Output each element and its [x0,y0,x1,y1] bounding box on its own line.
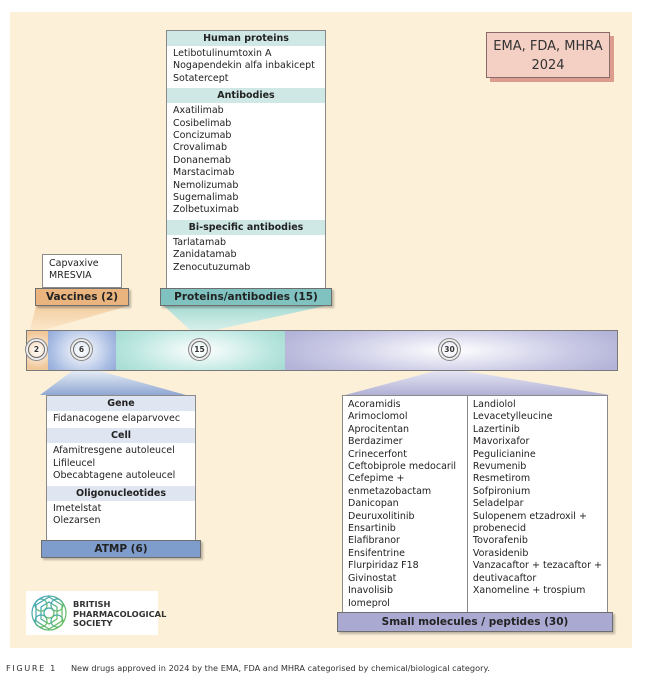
logo-line-2: PHARMACOLOGICAL [73,608,167,619]
list-item: probenecid [472,523,527,535]
list-item: Danicopan [348,498,399,510]
small-molecules-connector [345,371,610,395]
oligonucleotides-list [47,501,195,531]
list-item: Givinostat [348,572,397,584]
small-molecules-col-2 [468,396,607,612]
timeline-segment-proteins [116,331,285,370]
timeline-bar [26,330,618,371]
list-item: Letibotulinumtoxin A [173,48,272,59]
list-item: Imetelstat [53,502,102,514]
list-item: Axatilimab [173,105,224,117]
list-item: Sulopenem etzadroxil + [472,510,587,522]
human-proteins-list [167,46,325,88]
list-item: Marstacimab [173,167,235,179]
group-header: Bi-specific antibodies [167,220,325,235]
list-item: Inavolisib [348,585,393,597]
list-item: Crinecerfont [348,448,407,460]
list-item: Zanidatamab [173,249,237,261]
list-item: Olezarsen [53,515,101,527]
timeline-segment-small-molecules [285,331,617,370]
list-item: Lifileucel [53,457,96,469]
list-item: Mavorixafor [472,436,530,448]
caption-text: New drugs approved in 2024 by the EMA, FDA and MHRA categorised by chemical/biological category. [70,663,490,673]
proteins-label: Proteins/antibodies (15) [160,288,332,306]
gene-list [47,411,195,428]
small-molecules-list-box [342,395,608,613]
list-item: Sugemalimab [173,192,239,204]
list-item: Revumenib [472,461,527,473]
list-item: Landiolol [472,399,516,410]
list-item: Nemolizumab [173,179,239,191]
list-item: Berdazimer [348,436,403,448]
list-item: Donanemab [173,154,231,166]
vaccines-list [43,255,121,286]
count-badge-vaccines: 2 [28,341,45,358]
list-item: Levacetylleucine [472,411,553,423]
list-item: Lazertinib [472,423,520,435]
group-header: Gene [47,396,195,411]
group-header: Human proteins [167,31,325,46]
list-item: Ceftobiprole medocaril [348,461,457,473]
bps-logo-text [73,600,166,629]
list-item: Acoramidis [348,399,401,410]
group-header: Oligonucleotides [47,486,195,501]
list-item: Iomeprol [348,597,390,609]
list-item: Sofpironium [472,485,531,497]
list-item: Resmetirom [472,473,531,485]
list-item: Deuruxolitinib [348,510,415,522]
bps-logo-mark-icon [28,593,70,633]
atmp-label: ATMP (6) [41,540,201,558]
list-item: Ensartinib [348,523,396,535]
list-item: Sotatercept [173,72,229,84]
list-item: Fidanacogene elaparvovec [53,413,181,424]
proteins-list-box [166,30,326,290]
count-badge-atmp: 6 [73,341,90,358]
list-item: enmetazobactam [348,485,432,497]
antibodies-list [167,103,325,220]
list-item: Arimoclomol [348,411,408,423]
bps-logo [26,591,167,635]
group-header: Cell [47,428,195,443]
figure-number: FIGURE 1 [6,663,57,673]
proteins-connector [164,306,325,330]
list-item: Concizumab [173,130,232,142]
vaccines-label: Vaccines (2) [35,288,129,306]
vaccines-list-box [42,254,122,288]
list-item: Aprocitentan [348,423,410,435]
list-item: Elafibranor [348,535,400,547]
list-item: Vanzacaftor + tezacaftor + [472,560,602,572]
small-molecules-label: Small molecules / peptides (30) [337,612,613,632]
list-item: Cefepime + [348,473,405,485]
list-item: Capvaxive [49,258,99,269]
list-item: Tarlatamab [173,236,227,248]
list-item: Crovalimab [173,142,227,154]
title-box [486,32,610,78]
atmp-list-box [46,395,196,541]
list-item: Seladelpar [472,498,524,510]
title-line-1: EMA, FDA, MHRA [493,39,603,54]
small-molecules-col-1 [343,396,468,612]
figure-caption [6,663,490,673]
group-header: Antibodies [167,88,325,103]
list-item: Cosibelimab [173,117,232,129]
list-item: Nogapendekin alfa inbakicept [173,60,315,72]
count-badge-proteins: 15 [191,341,208,358]
logo-line-3: SOCIETY [73,618,113,628]
timeline-segment-atmp [48,331,116,370]
list-item: Zenocutuzumab [173,261,251,273]
cell-list [47,443,195,485]
list-item: MRESVIA [49,270,92,282]
list-item: Obecabtagene autoleucel [53,470,176,482]
list-item: Ensifentrine [348,547,405,559]
list-item: Vorasidenib [472,547,529,559]
list-item: deutivacaftor [472,572,537,584]
logo-line-1: BRITISH [73,599,111,609]
vaccines-connector [30,306,128,330]
timeline-segment-vaccines [27,331,48,370]
atmp-connector [40,371,186,395]
list-item: Pegulicianine [472,448,536,460]
list-item: Zolbetuximab [173,204,239,216]
list-item: Tovorafenib [472,535,528,547]
count-badge-small-molecules: 30 [441,341,458,358]
list-item: Xanomeline + trospium [472,585,586,597]
list-item: Flurpiridaz F18 [348,560,419,572]
list-item: Afamitresgene autoleucel [53,445,175,457]
title-line-2: 2024 [531,58,565,73]
bispecific-list [167,235,325,277]
